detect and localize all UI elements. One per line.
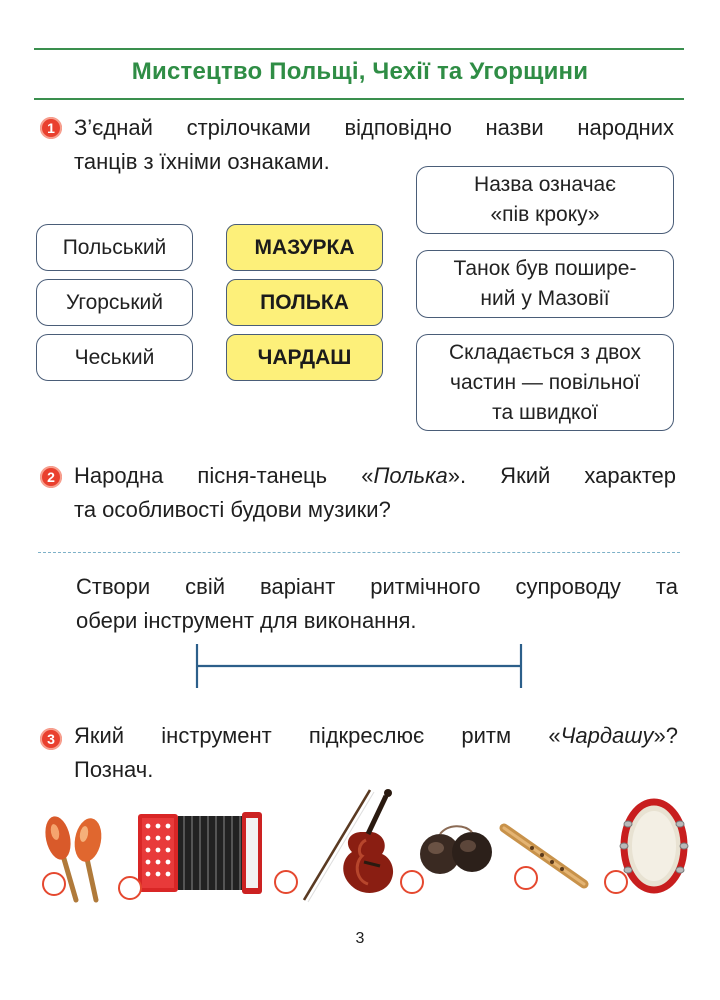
task-1-line-1: З’єднай стрілочками відповідно назви народних [74, 115, 674, 140]
task-3-chardash-italic: Чардашу [560, 723, 654, 748]
dance-box-polka[interactable]: ПОЛЬКА [226, 279, 383, 326]
task-2-number: 2 [40, 466, 62, 488]
task-3-line-1-post: »? [653, 723, 678, 748]
task-2-line-1 [74, 459, 676, 493]
accordion-icon [134, 806, 266, 898]
page-title: Мистецтво Польщі, Чехії та Угорщини [131, 58, 589, 85]
feature-2-line-2: ний у Мазовії [480, 287, 610, 310]
country-box-czech[interactable]: Чеський [36, 334, 193, 381]
feature-2-line-1: Танок був пошире- [453, 257, 637, 280]
task-2-sub-line-2: обери інструмент для виконання. [76, 608, 417, 633]
select-circle-violin[interactable] [274, 870, 298, 894]
violin-icon [296, 784, 402, 904]
select-circle-flute[interactable] [514, 866, 538, 890]
feature-1-line-1: Назва означає [474, 173, 616, 196]
country-box-hungarian[interactable]: Угорський [36, 279, 193, 326]
feature-3-line-3: та швидкої [492, 400, 598, 424]
answer-dashed-line[interactable] [38, 552, 680, 553]
rhythm-line[interactable] [190, 640, 530, 692]
task-2-line-1-pre: Народна пісня-танець « [74, 463, 374, 488]
task-3-line-2: Познач. [74, 757, 154, 782]
title-top-rule [34, 48, 684, 50]
select-circle-maracas[interactable] [42, 872, 66, 896]
feature-box-half-step[interactable] [416, 166, 674, 234]
task-2-text [74, 459, 676, 527]
select-circle-accordion[interactable] [118, 876, 142, 900]
feature-1-line-2: «пів кроку» [490, 203, 600, 226]
task-3-text [74, 719, 678, 787]
task-3-number: 3 [40, 728, 62, 750]
feature-3-line-1: Складається з двох [448, 340, 641, 364]
task-2-line-1-post: ». Який характер [447, 463, 676, 488]
select-circle-castanets[interactable] [400, 870, 424, 894]
dance-box-mazurka[interactable]: МАЗУРКА [226, 224, 383, 271]
task-2-sub-text [76, 570, 678, 638]
page-number: 3 [355, 930, 365, 947]
feature-box-two-parts[interactable] [416, 334, 674, 431]
flute-icon [498, 822, 592, 892]
feature-3-line-2: частин — повільної [450, 370, 640, 394]
dance-box-chardash[interactable]: ЧАРДАШ [226, 334, 383, 381]
task-1-number: 1 [40, 117, 62, 139]
task-3-line-1 [74, 719, 678, 753]
task-2-line-2: та особливості будови музики? [74, 497, 391, 522]
task-2-sub-line-1: Створи свій варіант ритмічного супроводу та [76, 574, 678, 599]
task-3-line-1-pre: Який інструмент підкреслює ритм « [74, 723, 561, 748]
title-bottom-rule [34, 98, 684, 100]
feature-box-mazovia[interactable] [416, 250, 674, 318]
select-circle-tambourine[interactable] [604, 870, 628, 894]
task-2-polka-italic: Полька [373, 463, 448, 488]
country-box-polish[interactable]: Польський [36, 224, 193, 271]
castanets-icon [416, 822, 496, 878]
task-1-line-2: танців з їхніми ознаками. [74, 149, 330, 174]
